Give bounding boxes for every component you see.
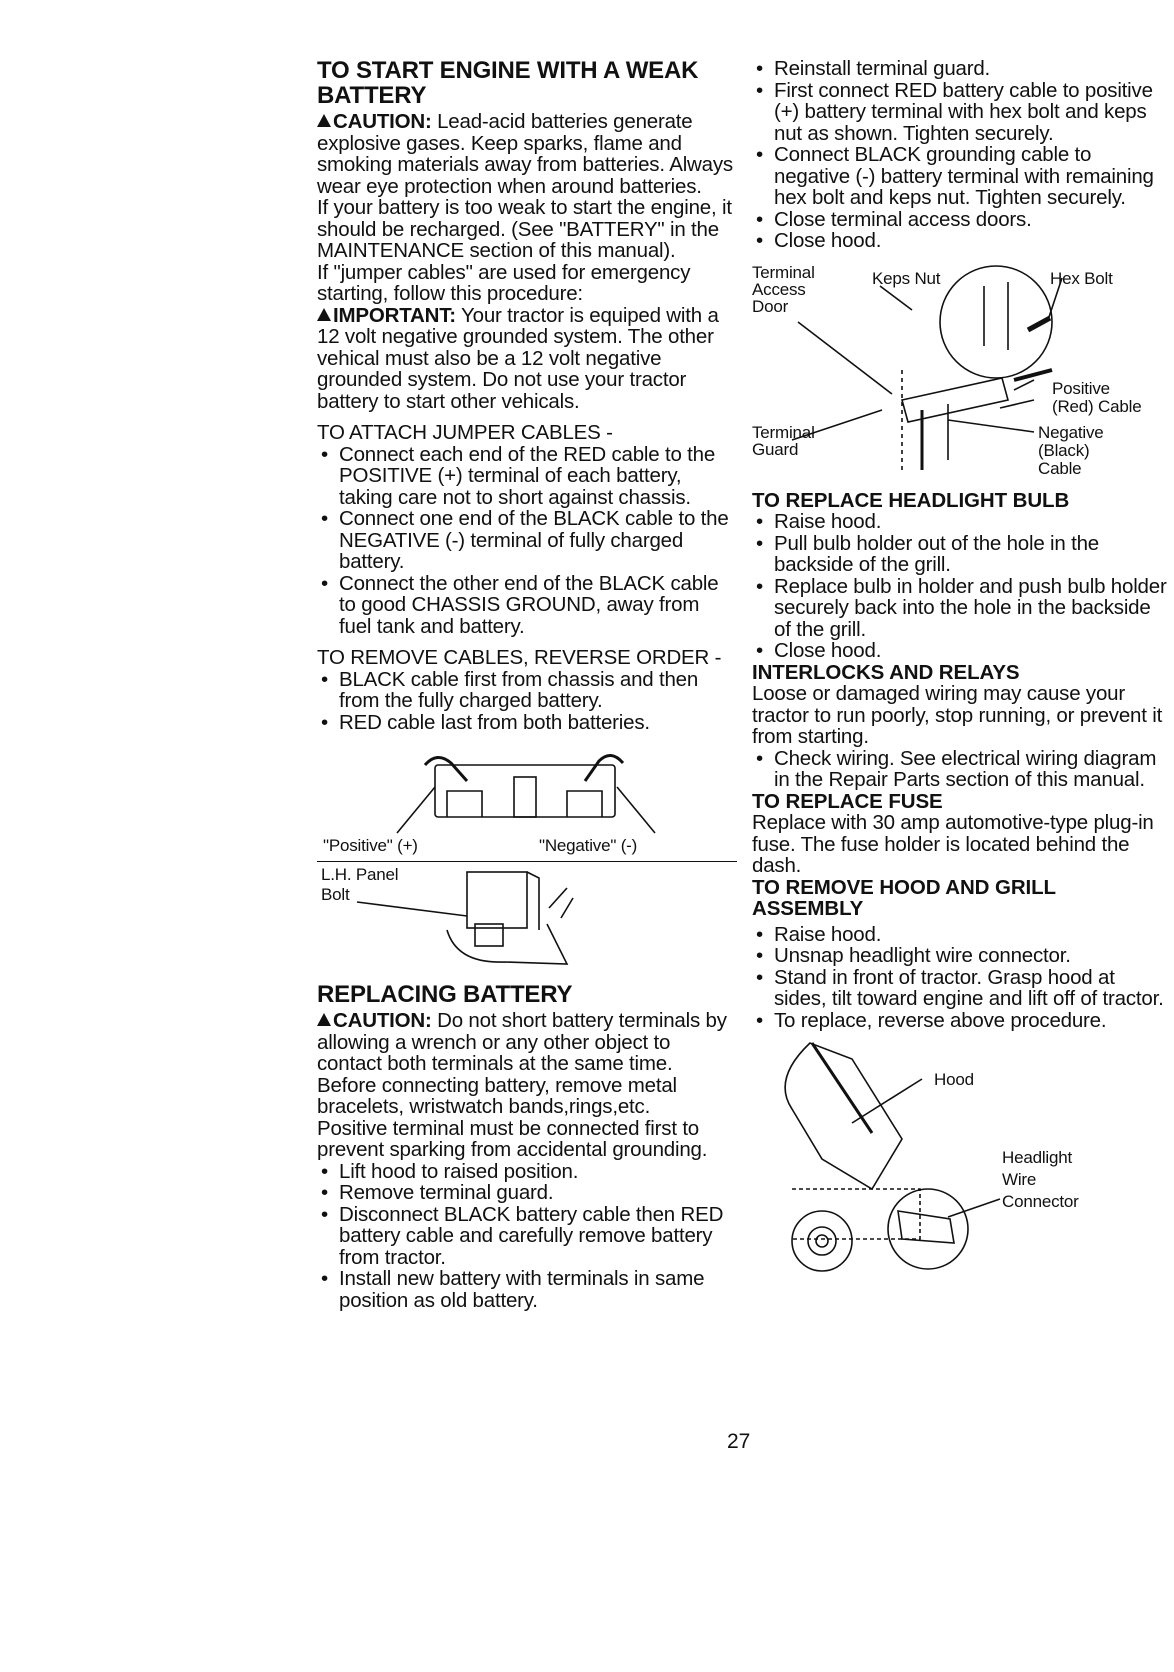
jumper-paragraph: If "jumper cables" are used for emergency starting, follow this procedure: [317,260,691,305]
list-item: • Remove terminal guard. [317,1182,733,1204]
warning-triangle-icon [317,308,331,321]
list-item: • Replace bulb in holder and push bulb holder securely back into the hole in the backside of the grill. [752,576,1172,641]
headlight-list [752,511,1172,662]
list-item: • Close hood. [752,230,1172,252]
list-item: • Connect each end of the RED cable to the POSITIVE (+) terminal of each battery, taking care not to short against chassis. [317,444,733,509]
figure-divider [317,861,737,862]
list-item: • Unsnap headlight wire connector. [752,945,1172,967]
list-item: • BLACK cable first from chassis and then from the fully charged battery. [317,669,733,712]
list-item: • First connect RED battery cable to positive (+) battery terminal with hex bolt and keps nut as shown. Tighten securely. [752,80,1172,145]
negative-terminal-label: "Negative" (-) [539,836,638,855]
right-column [752,58,1172,1279]
left-column [317,58,733,1311]
recharge-paragraph: If your battery is too weak to start the engine, it should be recharged. (See "BATTERY" in the MAINTENANCE section of this manual). [317,196,732,262]
list-item: • To replace, reverse above procedure. [752,1010,1172,1032]
weak-battery-heading: TO START ENGINE WITH A WEAK BATTERY [317,57,699,109]
panel-bolt-figure [317,864,733,974]
attach-cables-list [317,444,733,638]
fuse-heading: TO REPLACE FUSE [752,789,943,813]
battery-install-list [752,58,1172,252]
hood-list [752,924,1172,1032]
hood-figure [752,1039,1172,1279]
battery-terminal-figure [752,260,1172,488]
list-item: • Install new battery with terminals in same position as old battery. [317,1268,733,1311]
warning-triangle-icon [317,1013,331,1026]
fuse-paragraph: Replace with 30 amp automotive-type plug-in fuse. The fuse holder is located behind the dash. [752,811,1154,877]
list-item: • Raise hood. [752,511,1172,533]
terminal-guard-label-l1: Terminal [752,422,815,442]
list-item: • Stand in front of tractor. Grasp hood at sides, tilt toward engine and lift off of tractor. [752,967,1172,1010]
positive-terminal-label: "Positive" (+) [323,836,418,855]
terminal-access-door-label-l1: Terminal [752,262,815,282]
hood-label: Hood [934,1070,974,1089]
list-item: • Raise hood. [752,924,1172,946]
hex-bolt-label: Hex Bolt [1050,268,1113,288]
interlocks-paragraph: Loose or damaged wiring may cause your tractor to run poorly, stop running, or prevent it from starting. [752,682,1163,748]
positive-cable-label-l1: Positive [1052,378,1110,398]
remove-cables-list [317,669,733,734]
list-item: • Connect one end of the BLACK cable to the NEGATIVE (-) terminal of fully charged battery. [317,508,733,573]
keps-nut-label: Keps Nut [872,268,941,288]
positive-first-paragraph: Positive terminal must be connected first to prevent sparking from accidental grounding. [317,1116,708,1161]
list-item: • Check wiring. See electrical wiring diagram in the Repair Parts section of this manual. [752,748,1172,791]
connector-label-l3: Connector [1002,1192,1079,1211]
list-item: • Pull bulb holder out of the hole in the backside of the grill. [752,533,1172,576]
interlocks-list [752,748,1172,791]
connector-label-l2: Wire [1002,1170,1037,1189]
replacing-battery-caution: CAUTION: Do not short battery terminals by allowing a wrench or any other object to contact both terminals at the same time. Before connecting battery, remove metal bracelets, wristwatch bands,rings,etc. [317,1009,727,1118]
terminal-guard-label-l2: Guard [752,439,799,459]
interlocks-heading: INTERLOCKS AND RELAYS [752,660,1020,684]
weak-battery-caution: CAUTION: Lead-acid batteries generate explosive gases. Keep sparks, flame and smoking materials away from batteries. Always wear eye protection when around batteries. [317,110,733,198]
list-item: • Close hood. [752,640,1172,662]
list-item: • Connect BLACK grounding cable to negative (-) battery terminal with remaining hex bolt and keps nut. Tighten securely. [752,144,1172,209]
hood-heading: TO REMOVE HOOD AND GRILL ASSEMBLY [752,875,1056,920]
list-item: • Close terminal access doors. [752,209,1172,231]
list-item: • Connect the other end of the BLACK cable to good CHASSIS GROUND, away from fuel tank and battery. [317,573,733,638]
warning-triangle-icon [317,114,331,127]
panel-label-line2: Bolt [321,885,350,904]
positive-cable-label-l2: (Red) Cable [1052,396,1142,416]
remove-cables-heading: TO REMOVE CABLES, REVERSE ORDER - [317,646,722,669]
page-number: 27 [727,1430,751,1453]
terminal-access-door-label-l2: Access [752,279,806,299]
replacing-battery-list [317,1161,733,1312]
negative-cable-label-l2: (Black) [1038,440,1090,460]
important-note: IMPORTANT: Your tractor is equiped with a 12 volt negative grounded system. The other vehical must also be a 12 volt negative grounded system. Do not use your tractor battery to start other vehicals. [317,303,719,413]
attach-cables-heading: TO ATTACH JUMPER CABLES - [317,421,613,444]
list-item: • Disconnect BLACK battery cable then RED battery cable and carefully remove battery from tractor. [317,1204,733,1269]
panel-label-line1: L.H. Panel [321,865,399,884]
headlight-heading: TO REPLACE HEADLIGHT BULB [752,488,1070,512]
list-item: • RED cable last from both batteries. [317,712,733,734]
connector-label-l1: Headlight [1002,1148,1073,1167]
terminal-access-door-label-l3: Door [752,296,789,316]
negative-cable-label-l1: Negative [1038,422,1104,442]
terminals-figure [317,747,733,857]
list-item: • Lift hood to raised position. [317,1161,733,1183]
battery-terminal-illustration [752,260,1172,488]
negative-cable-label-l3: Cable [1038,458,1082,478]
list-item: • Reinstall terminal guard. [752,58,1172,80]
replacing-battery-heading: REPLACING BATTERY [317,981,573,1008]
